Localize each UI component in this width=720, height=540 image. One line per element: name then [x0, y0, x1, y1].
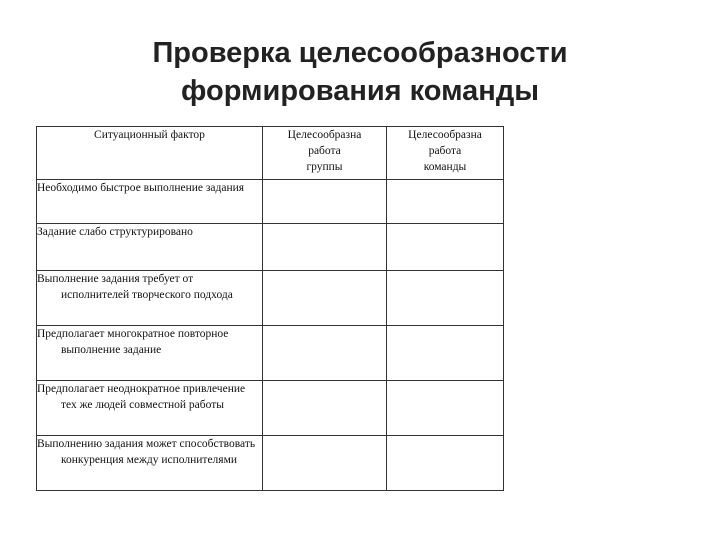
slide-title-line-2: формирования команды — [181, 75, 539, 107]
header-group-work-label: Целесообразна работа группы — [287, 129, 362, 173]
factor-cell — [37, 326, 263, 381]
group-cell — [263, 224, 387, 271]
factor-text: Задание слабо структурировано — [37, 226, 193, 238]
team-cell — [387, 271, 504, 326]
group-cell — [263, 271, 387, 326]
table-row — [37, 180, 504, 224]
factor-text: Необходимо быстрое выполнение задания — [37, 182, 245, 194]
factor-text: Предполагает неоднократное привлечение тех же людей совместной работы — [37, 383, 246, 411]
group-cell — [263, 436, 387, 491]
group-cell — [263, 180, 387, 224]
factor-cell — [37, 381, 263, 436]
factor-text: Предполагает многократное повторное выполнение задание — [37, 328, 229, 356]
table-row — [37, 271, 504, 326]
factor-text: Выполнение задания требует от исполнителей творческого подхода — [37, 273, 233, 301]
factor-cell — [37, 224, 263, 271]
team-cell — [387, 180, 504, 224]
header-team-work — [387, 127, 504, 180]
header-group-work — [263, 127, 387, 180]
slide-title-line-1: Проверка целесообразности — [152, 37, 568, 69]
table-row — [37, 381, 504, 436]
team-cell — [387, 224, 504, 271]
factor-cell — [37, 271, 263, 326]
factor-cell — [37, 436, 263, 491]
team-cell — [387, 381, 504, 436]
table-header-row — [37, 127, 504, 180]
factor-cell — [37, 180, 263, 224]
table-row — [37, 224, 504, 271]
header-team-work-label: Целесообразна работа команды — [408, 129, 482, 173]
group-cell — [263, 326, 387, 381]
table-row — [37, 436, 504, 491]
header-situational-factor: Ситуационный фактор — [37, 127, 263, 180]
table-row — [37, 326, 504, 381]
factor-text: Выполнению задания может способствовать конкуренция между исполнителями — [37, 438, 256, 466]
group-cell — [263, 381, 387, 436]
slide-title — [0, 34, 720, 110]
team-cell — [387, 436, 504, 491]
team-cell — [387, 326, 504, 381]
factor-table — [36, 126, 504, 491]
